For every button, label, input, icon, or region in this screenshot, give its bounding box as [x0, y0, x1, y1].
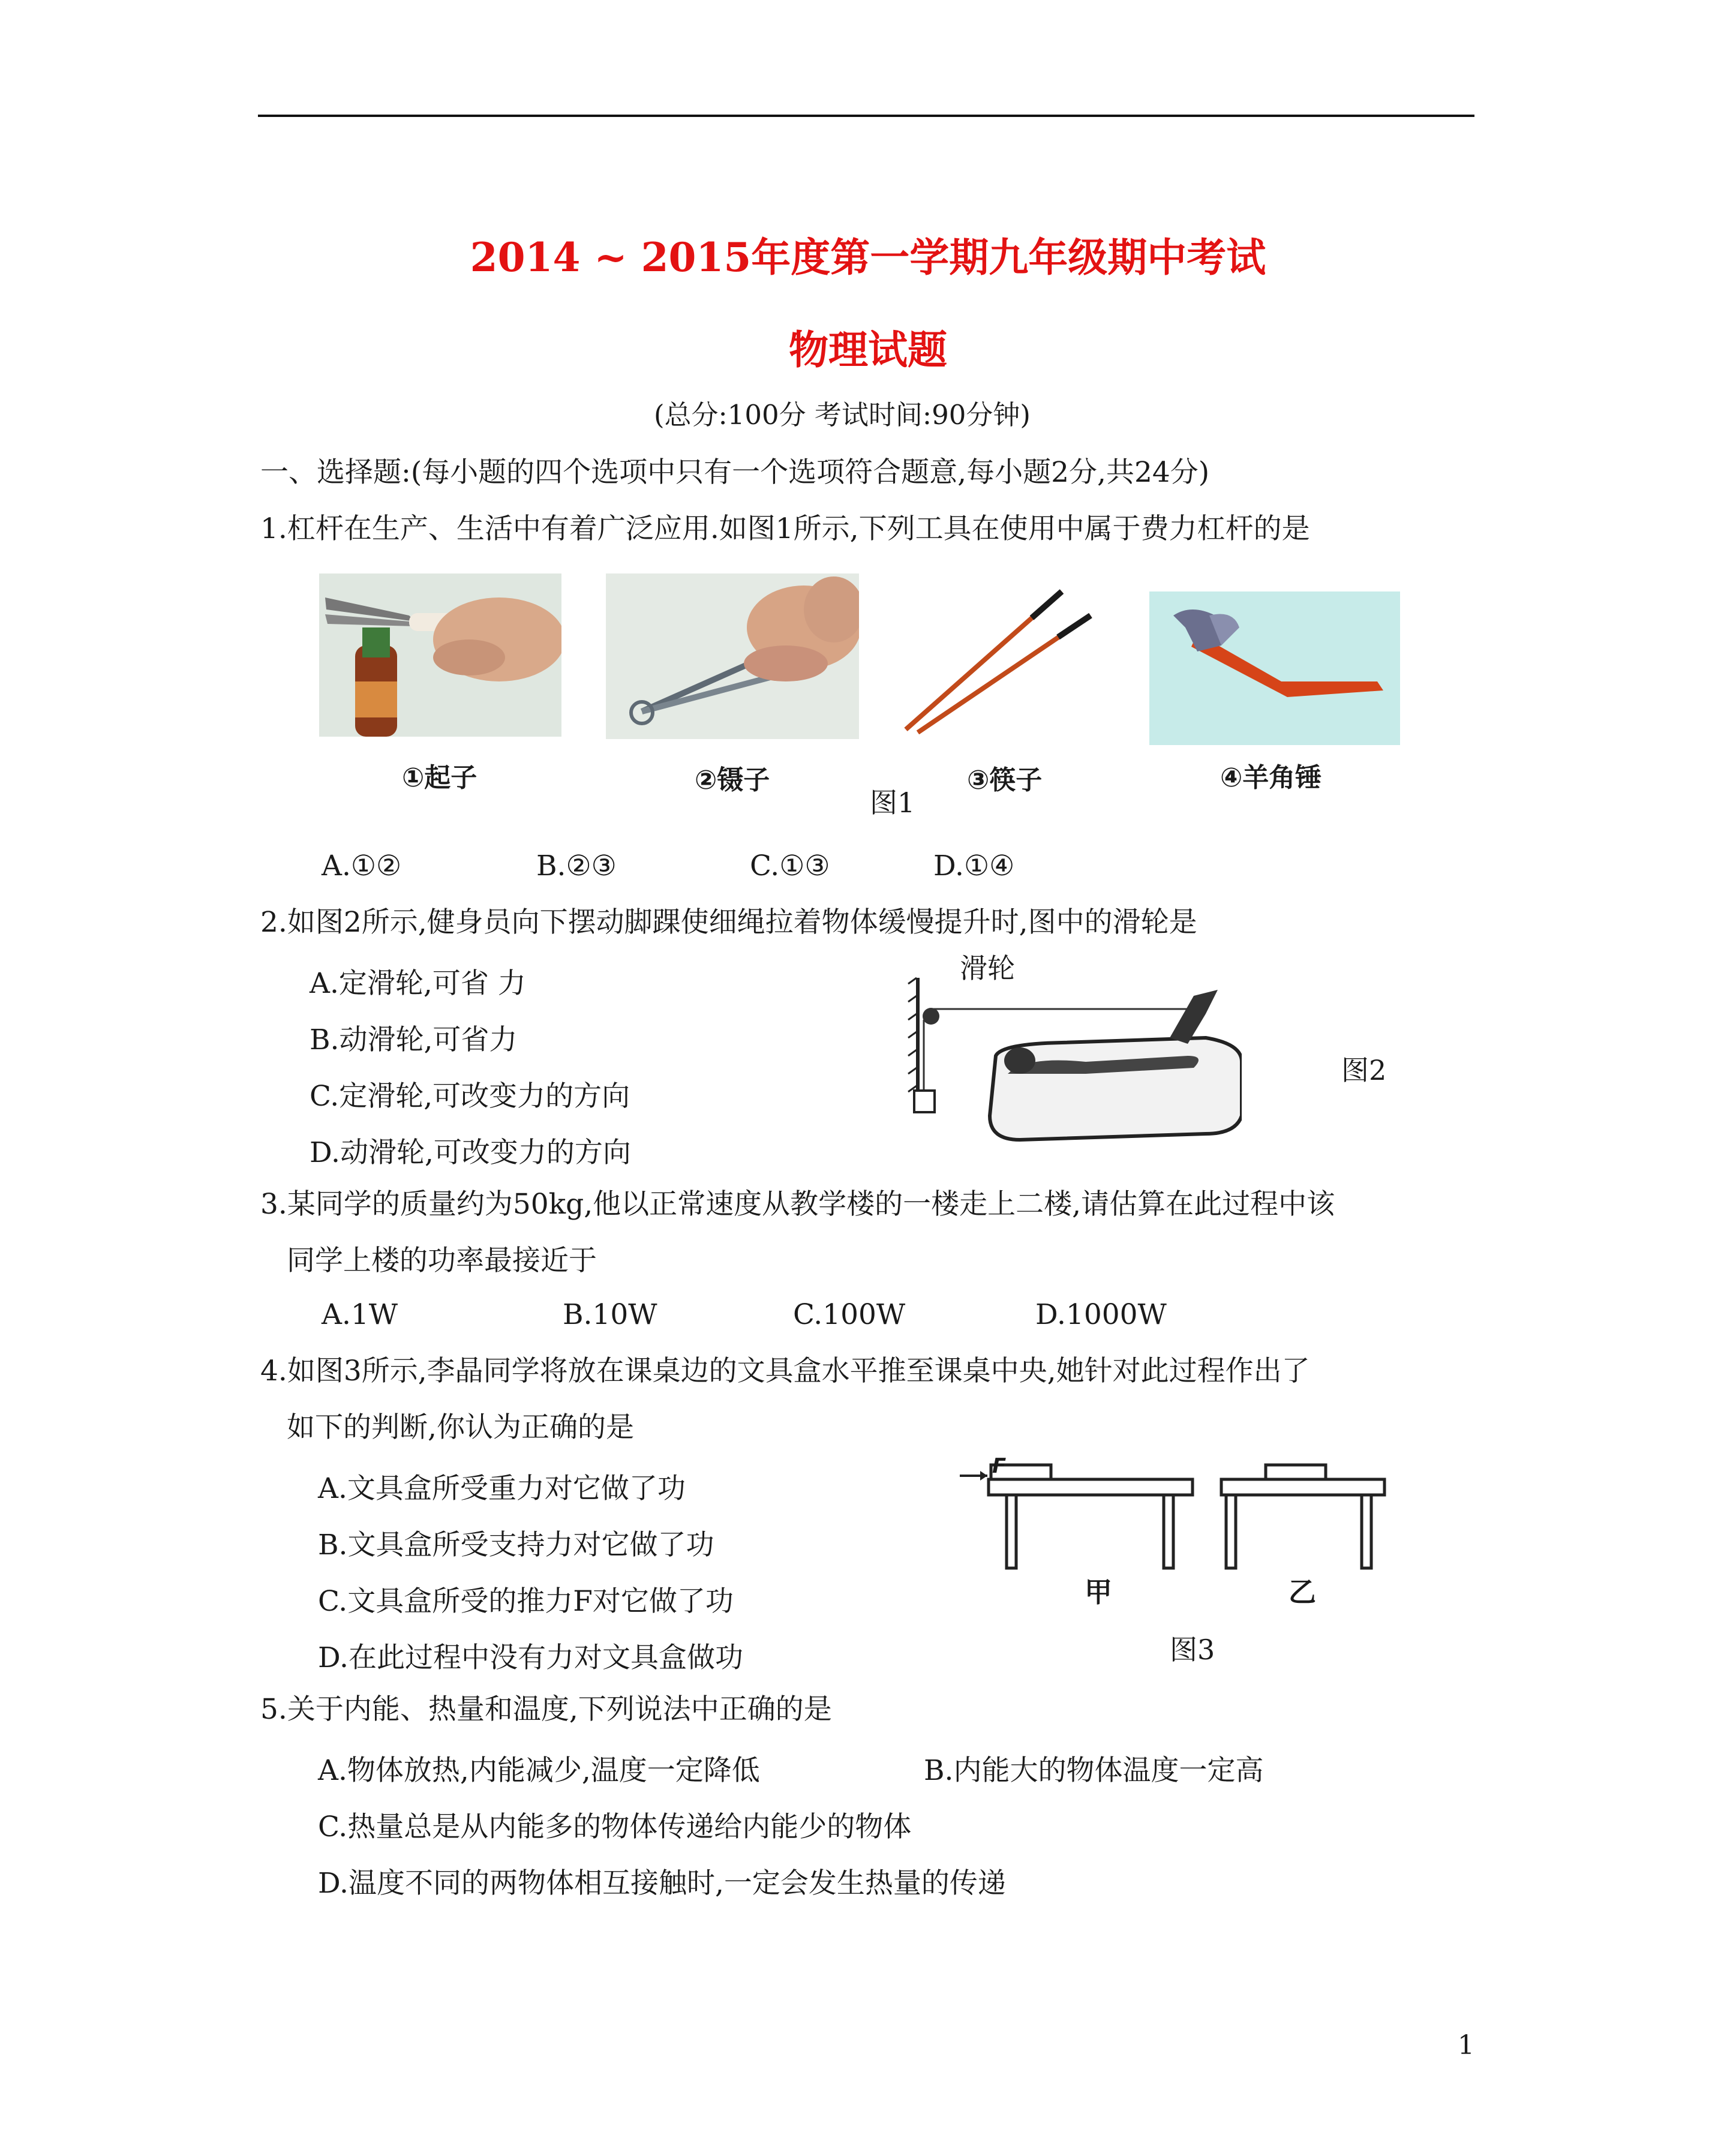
tweezers-image [606, 573, 859, 739]
exam-subtitle: 物理试题 [789, 326, 947, 373]
q4-option-b: B.文具盒所受支持力对它做了功 [318, 1529, 714, 1562]
q2-option-c: C.定滑轮,可改变力的方向 [310, 1080, 630, 1113]
fig2-caption: 图2 [1341, 1054, 1387, 1086]
page-number: 1 [1458, 2030, 1474, 2061]
q2-option-b: B.动滑轮,可省力 [310, 1023, 518, 1056]
q4-stem-line1: 4.如图3所示,李晶同学将放在课桌边的文具盒水平推至课桌中央,她针对此过程作出了 [260, 1355, 1310, 1388]
fig1-label-tweezers: ②镊子 [695, 765, 770, 795]
section-heading: 一、选择题:(每小题的四个选项中只有一个选项符合题意,每小题2分,共24分) [260, 456, 1210, 489]
q1-option-c: C.①③ [750, 849, 830, 882]
q3-option-a: A.1W [322, 1298, 398, 1331]
fig1-label-opener: ①起子 [402, 762, 477, 793]
fig3-label-yi: 乙 [1289, 1576, 1316, 1608]
bottle-opener-image [319, 573, 561, 737]
desk-push-figure [954, 1446, 1404, 1578]
force-f-label: F [992, 1454, 1007, 1478]
q5-option-a: A.物体放热,内能减少,温度一定降低 [318, 1754, 760, 1787]
q5-option-b: B.内能大的物体温度一定高 [924, 1754, 1264, 1787]
q3-stem-line2: 同学上楼的功率最接近于 [287, 1244, 597, 1277]
q2-option-a: A.定滑轮,可省 力 [310, 967, 526, 1000]
q5-stem: 5.关于内能、热量和温度,下列说法中正确的是 [260, 1693, 832, 1726]
q5-option-c: C.热量总是从内能多的物体传递给内能少的物体 [318, 1810, 912, 1843]
q3-option-b: B.10W [563, 1298, 657, 1331]
pulley-exercise-figure [906, 954, 1242, 1158]
q5-option-d: D.温度不同的两物体相互接触时,一定会发生热量的传递 [318, 1867, 1006, 1900]
fig3-label-jia: 甲 [1085, 1576, 1112, 1608]
q2-stem: 2.如图2所示,健身员向下摆动脚踝使细绳拉着物体缓慢提升时,图中的滑轮是 [260, 906, 1197, 939]
fig1-label-chopsticks: ③筷子 [967, 765, 1043, 795]
q4-option-c: C.文具盒所受的推力F对它做了功 [318, 1585, 734, 1618]
q1-stem: 1.杠杆在生产、生活中有着广泛应用.如图1所示,下列工具在使用中属于费力杠杆的是 [260, 512, 1310, 545]
q3-option-d: D.1000W [1035, 1298, 1167, 1331]
fig1-label-hammer: ④羊角锤 [1220, 762, 1322, 793]
q1-option-a: A.①② [322, 849, 402, 882]
q3-option-c: C.100W [793, 1298, 906, 1331]
q4-stem-line2: 如下的判断,你认为正确的是 [287, 1411, 634, 1444]
q4-option-a: A.文具盒所受重力对它做了功 [318, 1472, 686, 1505]
exam-info: (总分:100分 考试时间:90分钟) [654, 399, 1031, 431]
fig1-caption: 图1 [870, 786, 915, 819]
fig3-caption: 图3 [1170, 1633, 1215, 1666]
exam-title: 2014 ~ 2015年度第一学期九年级期中考试 [470, 234, 1266, 281]
q1-option-b: B.②③ [536, 849, 617, 882]
pulley-label: 滑轮 [960, 952, 1015, 984]
q4-option-d: D.在此过程中没有力对文具盒做功 [318, 1641, 743, 1674]
claw-hammer-image [1149, 591, 1400, 745]
chopsticks-image [900, 579, 1101, 734]
q3-stem-line1: 3.某同学的质量约为50kg,他以正常速度从教学楼的一楼走上二楼,请估算在此过程中该 [260, 1188, 1335, 1221]
q1-option-d: D.①④ [933, 849, 1015, 882]
header-rule [258, 115, 1474, 117]
q2-option-d: D.动滑轮,可改变力的方向 [310, 1136, 631, 1169]
